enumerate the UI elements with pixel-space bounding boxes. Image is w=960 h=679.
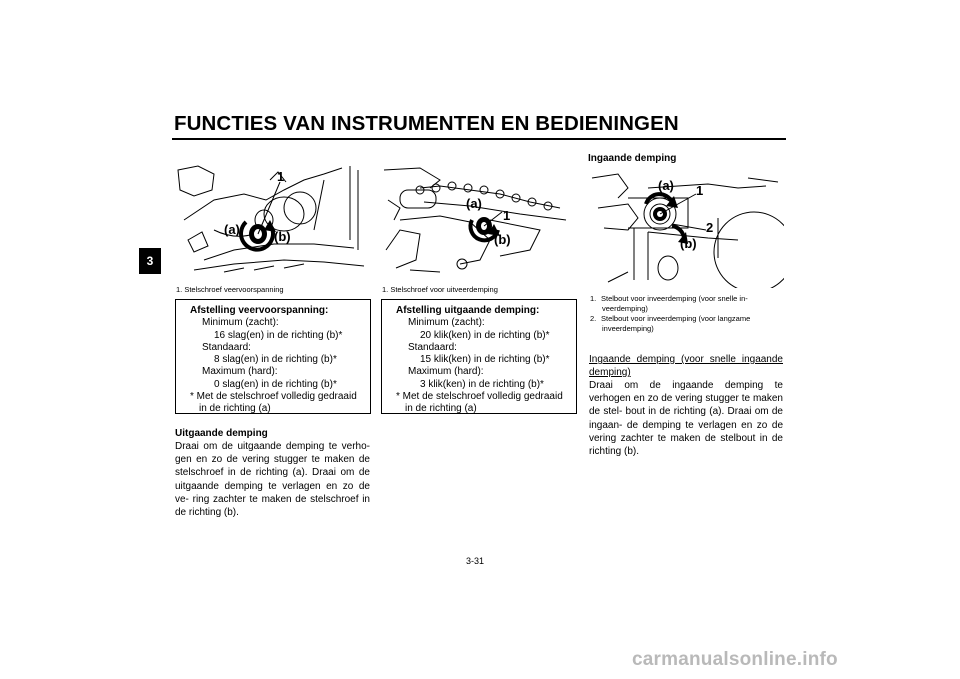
spec1-min-value: 16 slag(en) in de richting (b)*	[214, 329, 343, 341]
compression-damping-heading: Ingaande demping	[588, 153, 677, 164]
figure3-label-b: (b)	[680, 236, 697, 251]
spec1-max-label: Maximum (hard):	[202, 366, 278, 378]
figure3-caption-1	[590, 294, 785, 313]
rebound-damping-section	[175, 427, 370, 519]
compression-damping-section	[589, 353, 783, 458]
figure3-label-1: 1	[696, 183, 704, 198]
spec2-title: Afstelling uitgaande demping:	[396, 305, 540, 316]
figure-rebound-damping	[380, 160, 576, 278]
figure3-caption-1-cont: veerdemping)	[602, 303, 648, 313]
spec1-min-label: Minimum (zacht):	[202, 317, 279, 329]
header-divider	[172, 138, 786, 140]
figure3-caption-2-num: 2.	[590, 314, 597, 323]
spec2-note: * Met de stelschroef volledig gedraaid	[396, 391, 563, 403]
spec2-note-cont: in de richting (a)	[405, 403, 477, 415]
watermark: carmanualsonline.info	[632, 649, 838, 670]
rebound-damping-text: Draai om de uitgaande demping te verho- gen en zo de vering stugger te maken de stelschroef in de richting (a). Draai om de uitgaande demping te verlagen en zo de ve- ring zachter te maken de stelschroef in de richting (b).	[175, 441, 370, 519]
spec1-note: * Met de stelschroef volledig gedraaid	[190, 391, 357, 403]
spec1-max-value: 0 slag(en) in de richting (b)*	[214, 378, 337, 390]
spec2-std-label: Standaard:	[408, 341, 457, 353]
figure2-label-1: 1	[503, 208, 511, 223]
page-number: 3-31	[466, 556, 485, 566]
figure1-label-a: (a)	[224, 222, 240, 237]
figure1-label-b: (b)	[274, 229, 291, 244]
figure1-label-1: 1	[277, 169, 285, 184]
figure-spring-preload	[174, 160, 370, 278]
figure2-caption: 1. Stelschroef voor uitveerdemping	[382, 285, 498, 294]
chapter-tab: 3	[139, 248, 161, 274]
spec2-max-value: 3 klik(ken) in de richting (b)*	[420, 378, 544, 390]
compression-damping-text: Draai om de ingaande demping te verhogen en zo de vering stugger te maken de stel- bout in de richting (a). Draai om de ingaan- de demping te verlagen en zo de vering zachter te maken de stelbout in de richting (b).	[589, 380, 783, 458]
spec2-min-value: 20 klik(ken) in de richting (b)*	[420, 329, 550, 341]
spec1-std-value: 8 slag(en) in de richting (b)*	[214, 354, 337, 366]
page-title: FUNCTIES VAN INSTRUMENTEN EN BEDIENINGEN	[174, 112, 679, 135]
figure3-captions	[590, 294, 785, 333]
rebound-damping-heading: Uitgaande demping	[175, 428, 268, 439]
figure2-label-a: (a)	[466, 196, 482, 211]
figure3-caption-2-cont: inveerdemping)	[602, 323, 654, 333]
compression-damping-subheading: Ingaande demping (voor snelle ingaande demping)	[589, 354, 783, 378]
figure3-label-2: 2	[706, 220, 714, 235]
spec1-std-label: Standaard:	[202, 341, 251, 353]
spec1-note-cont: in de richting (a)	[199, 403, 271, 415]
spec2-max-label: Maximum (hard):	[408, 366, 484, 378]
spec1-title: Afstelling veervoorspanning:	[190, 305, 329, 316]
spec2-std-value: 15 klik(ken) in de richting (b)*	[420, 354, 550, 366]
figure-compression-damping	[588, 168, 784, 288]
figure3-label-a: (a)	[658, 178, 674, 193]
figure1-caption: 1. Stelschroef veervoorspanning	[176, 285, 284, 294]
figure3-caption-2	[590, 314, 785, 333]
spec2-min-label: Minimum (zacht):	[408, 317, 485, 329]
spec-box-rebound-damping	[381, 299, 577, 414]
figure2-label-b: (b)	[494, 232, 511, 247]
spec-box-spring-preload	[175, 299, 371, 414]
figure3-caption-2-text: Stelbout voor inveerdemping (voor langzame	[601, 314, 751, 323]
figure3-caption-1-num: 1.	[590, 294, 597, 303]
figure3-caption-1-text: Stelbout voor inveerdemping (voor snelle in-	[601, 294, 748, 303]
